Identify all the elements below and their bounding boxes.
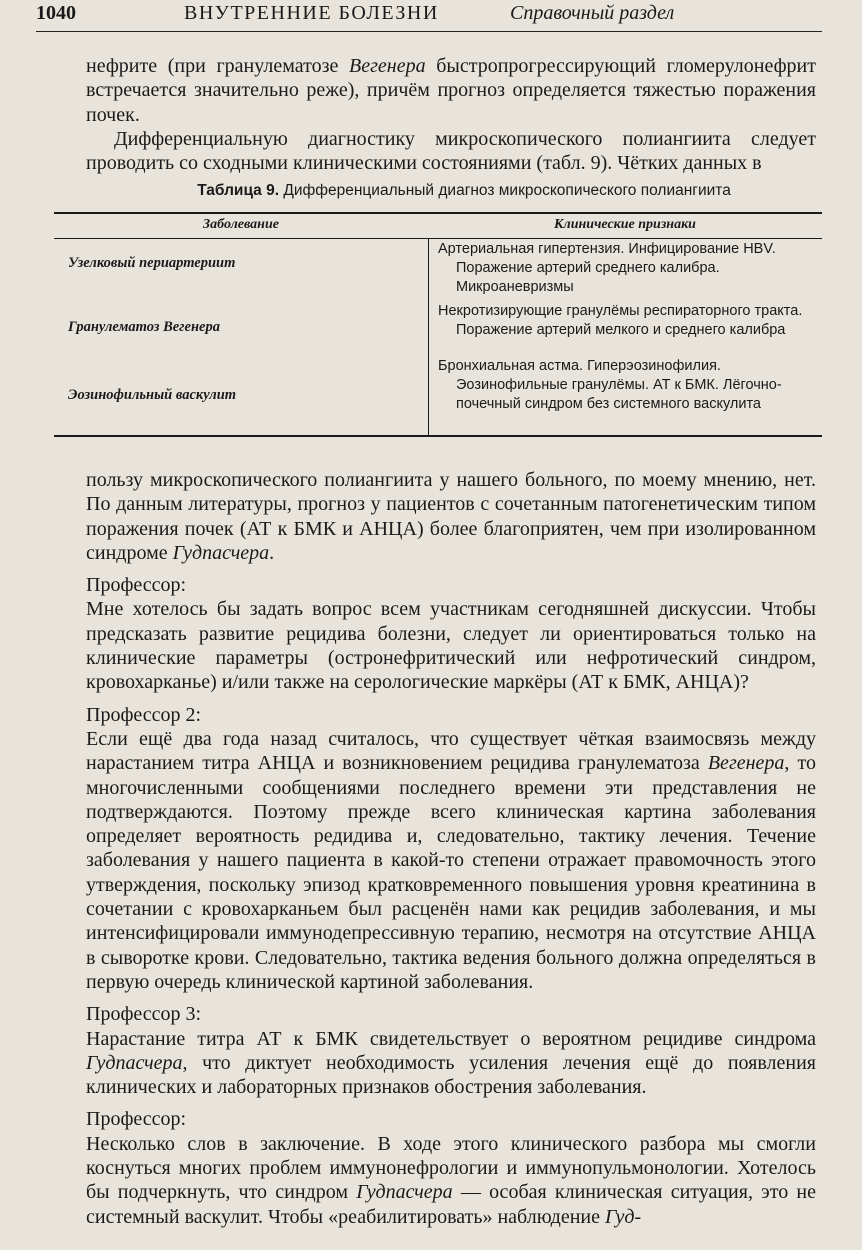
book-title: ВНУТРЕННИЕ БОЛЕЗНИ <box>184 2 439 24</box>
table-caption: Таблица 9. Дифференциальный диагноз микроскопического полиангиита <box>197 182 731 199</box>
table-row-disease: Узелковый периартериит <box>68 255 236 271</box>
table-row-disease: Гранулематоз Вегенера <box>68 319 220 335</box>
column-divider <box>428 239 429 435</box>
table-body <box>54 239 822 437</box>
running-header <box>36 2 822 32</box>
table-row-signs: Артериальная гипертензия. Инфицирование HBV. Поражение артерий среднего калибра. Микроаневризмы <box>438 241 776 295</box>
intro-text <box>86 54 816 175</box>
table-row-signs: Бронхиальная астма. Гиперэозинофилия. Эозинофильные гранулёмы. АТ к БМК. Лёгочно-почечный синдром без системного васкулита <box>438 358 782 412</box>
speaker-label: Профессор 3: <box>86 1003 202 1026</box>
column-header-disease: Заболевание <box>203 217 279 232</box>
paragraph-2: Дифференциальную диагностику микроскопического полиангиита следует проводить со сходными клиническими состояниями (табл. 9). Чётких данных в <box>86 127 816 175</box>
section-name: Справочный раздел <box>510 2 675 24</box>
paragraph-6: Нарастание титра АТ к БМК свидетельствует о вероятном рецидиве синдрома Гудпасчера, что диктует необходимость усиления лечения ещё до появления клинических и лабораторных признаков обострения заболевания. <box>86 1027 816 1099</box>
paragraph-4: Мне хотелось бы задать вопрос всем участникам сегодняшней дискуссии. Чтобы предсказать развитие рецидива болезни, следует ли ориентироваться только на клинические параметры (остронефритический или нефротический синдром, кровохарканье) и/или также на серологические маркёры (АТ к БМК, АНЦА)? <box>86 598 816 694</box>
main-text <box>86 468 816 1229</box>
differential-table <box>54 182 822 437</box>
speaker-label: Профессор: <box>86 574 187 597</box>
paragraph-3: пользу микроскопического полиангиита у нашего больного, по моему мнению, нет. По данным литературы, прогноз у пациентов с сочетанным патогенетическим типом поражения почек (АТ к БМК и АНЦА) более благоприятен, чем при изолированном синдроме Гудпасчера. <box>86 469 816 564</box>
paragraph-1: нефрите (при гранулематозе Вегенера быстропрогрессирующий гломерулонефрит встречается значительно реже), причём прогноз определяется тяжестью поражения почек. <box>86 55 816 126</box>
speaker-label: Профессор: <box>86 1108 187 1131</box>
speaker-label: Профессор 2: <box>86 703 202 726</box>
paragraph-5: Если ещё два года назад считалось, что существует чёткая взаимосвязь между нарастанием титра АНЦА и возникновением рецидива гранулематоза Вегенера, то многочисленными сообщениями последнего времени эти представления не подтверждаются. Поэтому прежде всего клиническая картина заболевания определяет вероятность редидива и, следовательно, тактику лечения. Течение заболевания у нашего пациента в какой-то степени отражает правомочность этого утверждения, поскольку эпизод кратковременного повышения уровня креатинина в сочетании с кровохарканьем был расценён нами как рецидив заболевания, и мы интенсифицировали иммунодепрессивную терапию, несмотря на отсутствие АНЦА в сыворотке крови. Следовательно, тактика ведения больного должна определяться в первую очередь клинической картиной заболевания. <box>86 727 816 993</box>
page-number: 1040 <box>36 2 76 24</box>
table-header <box>54 214 822 239</box>
column-header-signs: Клинические признаки <box>554 217 696 232</box>
paragraph-7: Несколько слов в заключение. В ходе этого клинического разбора мы смогли коснуться многих проблем иммунонефрологии и иммунопульмонологии. Хотелось бы подчеркнуть, что синдром Гудпасчера — особая клиническая ситуация, это не системный васкулит. Чтобы «реабилитировать» наблюдение Гуд- <box>86 1132 816 1228</box>
header-rule <box>36 31 822 32</box>
table-row-disease: Эозинофильный васкулит <box>68 387 237 403</box>
table-row-signs: Некротизирующие гранулёмы респираторного тракта. Поражение артерий мелкого и среднего калибра <box>438 303 803 338</box>
